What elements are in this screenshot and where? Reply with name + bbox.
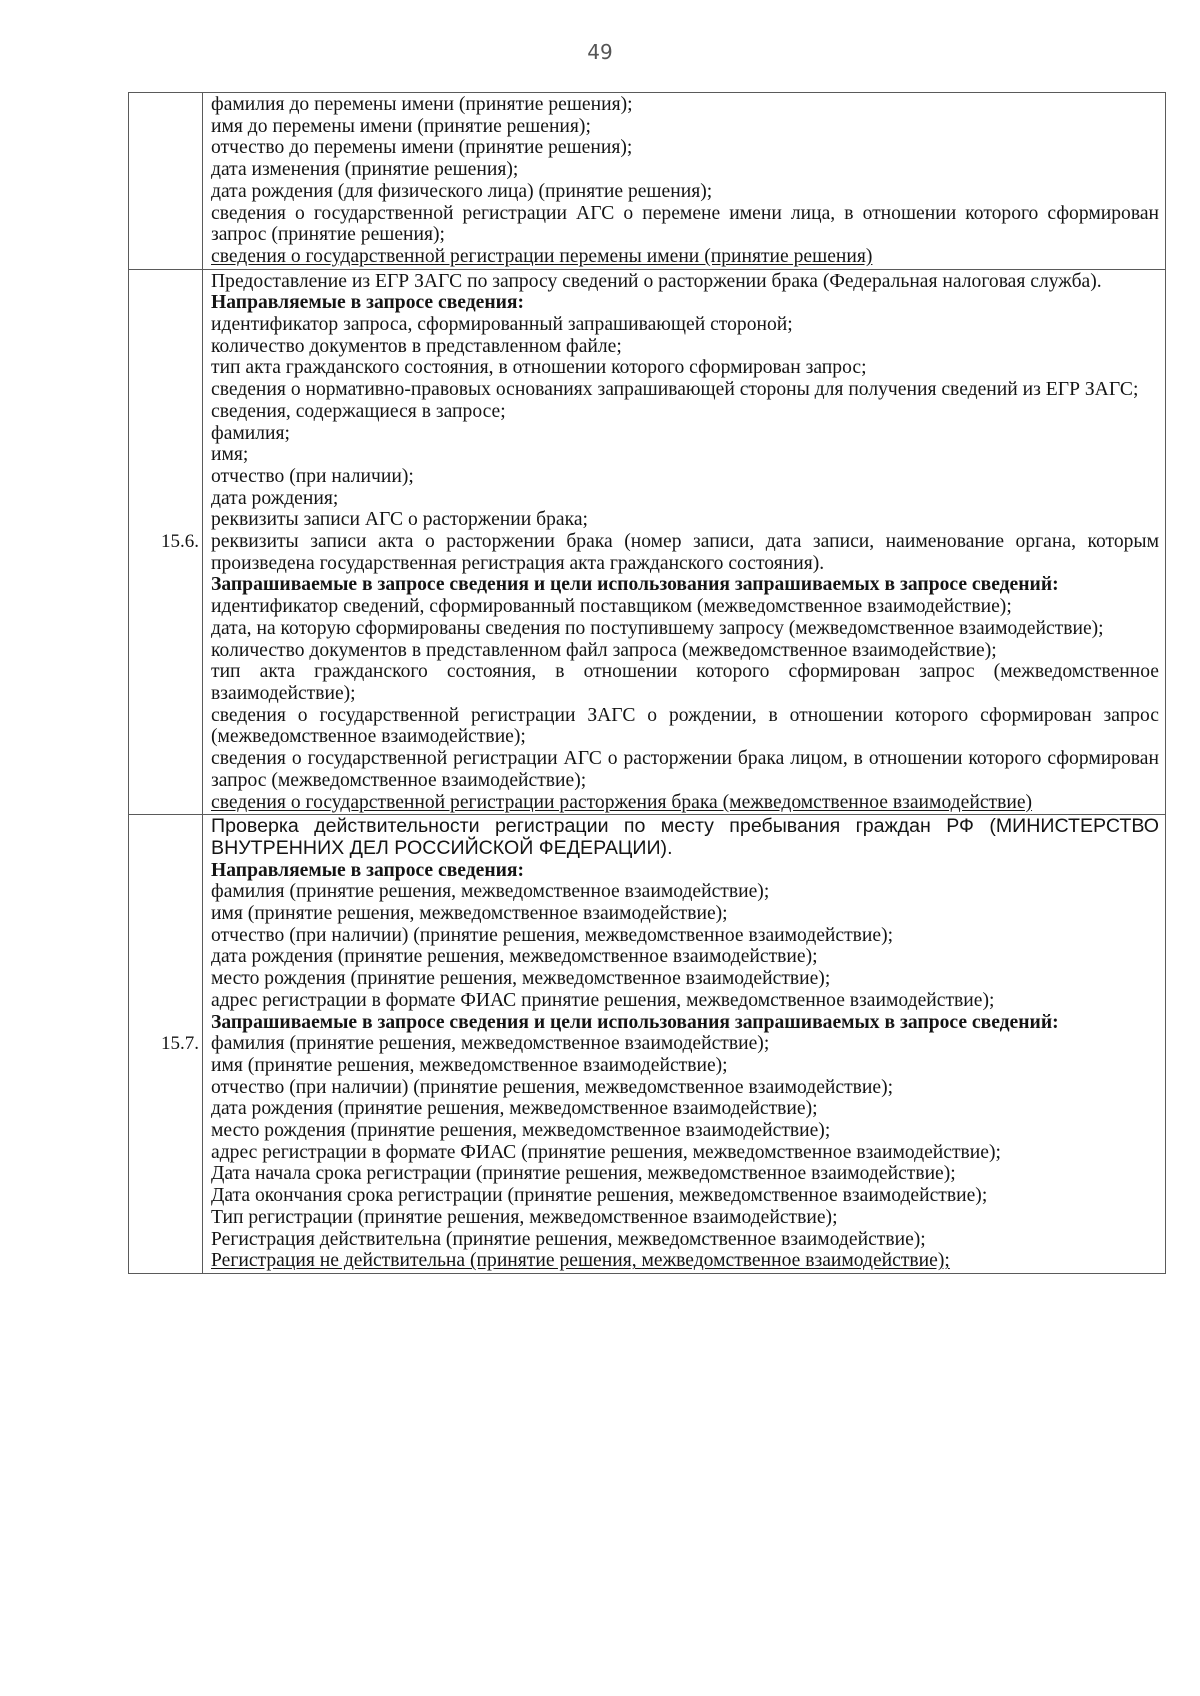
row-content-cell bbox=[203, 93, 1166, 270]
list-item: отчество (при наличии) (принятие решения, межведомственное взаимодействие); bbox=[211, 924, 894, 946]
list-item: тип акта гражданского состояния, в отношении которого сформирован запрос; bbox=[211, 357, 867, 379]
list-item: место рождения (принятие решения, межведомственное взаимодействие); bbox=[211, 968, 831, 990]
list-item: реквизиты записи акта о расторжении брака (номер записи, дата записи, наименование органа, которым произведена государственная регистрация акта гражданского состояния). bbox=[211, 531, 1159, 574]
page-number: 49 bbox=[587, 40, 613, 64]
list-item: адрес регистрации в формате ФИАС принятие решения, межведомственное взаимодействие); bbox=[211, 989, 995, 1011]
list-item: отчество (при наличии) (принятие решения, межведомственное взаимодействие); bbox=[211, 1076, 894, 1098]
list-item: сведения о государственной регистрации АГС о расторжении брака лицом, в отношении которого сформирован запрос (межведомственное взаимодействие); bbox=[211, 748, 1159, 791]
list-item: имя до перемены имени (принятие решения); bbox=[211, 115, 591, 137]
list-item: Регистрация не действительна (принятие решения, межведомственное взаимодействие); bbox=[211, 1250, 950, 1272]
document-table bbox=[128, 92, 1166, 1274]
list-item: сведения о государственной регистрации ЗАГС о рождении, в отношении которого сформирован запрос (межведомственное взаимодействие); bbox=[211, 704, 1159, 748]
list-item: дата рождения; bbox=[211, 487, 339, 509]
list-item: сведения о нормативно-правовых основаниях запрашивающей стороны для получения сведений из ЕГР ЗАГС; bbox=[211, 379, 1139, 401]
row-content-cell bbox=[203, 815, 1166, 1274]
row-content-cell bbox=[203, 269, 1166, 815]
list-item: Дата начала срока регистрации (принятие решения, межведомственное взаимодействие); bbox=[211, 1163, 956, 1185]
section-heading: Запрашиваемые в запросе сведения и цели использования запрашиваемых в запросе сведений: bbox=[211, 1011, 1059, 1033]
section-heading: Направляемые в запросе сведения: bbox=[211, 292, 525, 314]
list-item: тип акта гражданского состояния, в отношении которого сформирован запрос (межведомственное взаимодействие); bbox=[211, 661, 1159, 704]
list-item: Регистрация действительна (принятие решения, межведомственное взаимодействие); bbox=[211, 1228, 926, 1250]
list-item: сведения о государственной регистрации расторжения брака (межведомственное взаимодействие) bbox=[211, 791, 1033, 813]
list-item: дата рождения (принятие решения, межведомственное взаимодействие); bbox=[211, 1098, 818, 1120]
list-item: идентификатор запроса, сформированный запрашивающей стороной; bbox=[211, 314, 793, 336]
list-item: дата, на которую сформированы сведения по поступившему запросу (межведомственное взаимодействие); bbox=[211, 617, 1104, 639]
list-item: количество документов в представленном файл запроса (межведомственное взаимодействие); bbox=[211, 639, 997, 661]
list-item: количество документов в представленном файле; bbox=[211, 335, 622, 357]
list-item: Дата окончания срока регистрации (принятие решения, межведомственное взаимодействие); bbox=[211, 1185, 988, 1207]
row-number-cell: 15.7. bbox=[129, 815, 203, 1274]
list-item: адрес регистрации в формате ФИАС (принятие решения, межведомственное взаимодействие); bbox=[211, 1141, 1001, 1163]
section-description: Проверка действительности регистрации по месту пребывания граждан РФ (МИНИСТЕРСТВО ВНУТРЕННИХ ДЕЛ РОССИЙСКОЙ ФЕДЕРАЦИИ). bbox=[211, 815, 1159, 859]
list-item: имя; bbox=[211, 444, 249, 466]
list-item: дата рождения (для физического лица) (принятие решения); bbox=[211, 180, 713, 202]
table-row bbox=[129, 815, 1166, 1274]
list-item: фамилия до перемены имени (принятие решения); bbox=[211, 94, 633, 115]
row-number-cell: 15.6. bbox=[129, 269, 203, 815]
table-row bbox=[129, 269, 1166, 815]
table-row bbox=[129, 93, 1166, 270]
list-item: сведения, содержащиеся в запросе; bbox=[211, 400, 506, 422]
list-item: Тип регистрации (принятие решения, межведомственное взаимодействие); bbox=[211, 1206, 838, 1228]
list-item: отчество (при наличии); bbox=[211, 465, 414, 487]
list-item: сведения о государственной регистрации АГС о перемене имени лица, в отношении которого сформирован запрос (принятие решения); bbox=[211, 202, 1159, 246]
list-item: имя (принятие решения, межведомственное взаимодействие); bbox=[211, 903, 728, 925]
list-item: имя (принятие решения, межведомственное взаимодействие); bbox=[211, 1054, 728, 1076]
list-item: идентификатор сведений, сформированный поставщиком (межведомственное взаимодействие); bbox=[211, 596, 1012, 618]
section-heading: Запрашиваемые в запросе сведения и цели использования запрашиваемых в запросе сведений: bbox=[211, 574, 1059, 596]
list-item: фамилия (принятие решения, межведомственное взаимодействие); bbox=[211, 881, 770, 903]
row-number-cell bbox=[129, 93, 203, 270]
list-item: дата изменения (принятие решения); bbox=[211, 159, 519, 181]
section-description: Предоставление из ЕГР ЗАГС по запросу сведений о расторжении брака (Федеральная налоговая служба). bbox=[211, 270, 1102, 292]
list-item: место рождения (принятие решения, межведомственное взаимодействие); bbox=[211, 1120, 831, 1142]
list-item: сведения о государственной регистрации перемены имени (принятие решения) bbox=[211, 245, 873, 267]
list-item: фамилия; bbox=[211, 422, 290, 444]
section-heading: Направляемые в запросе сведения: bbox=[211, 859, 525, 881]
list-item: фамилия (принятие решения, межведомственное взаимодействие); bbox=[211, 1033, 770, 1055]
list-item: отчество до перемены имени (принятие решения); bbox=[211, 137, 633, 159]
list-item: реквизиты записи АГС о расторжении брака; bbox=[211, 509, 588, 531]
list-item: дата рождения (принятие решения, межведомственное взаимодействие); bbox=[211, 946, 818, 968]
